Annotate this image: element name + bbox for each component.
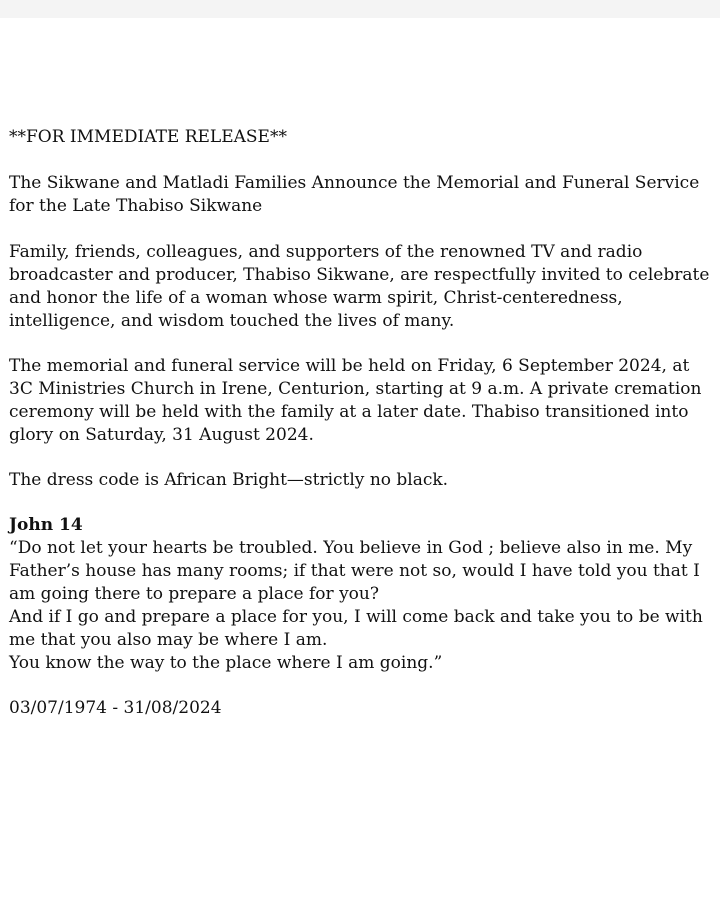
- scripture-line: And if I go and prepare a place for you, I will come back and take you to be with me that you also may be where I am.: [9, 607, 703, 650]
- life-dates: 03/07/1974 - 31/08/2024: [9, 698, 222, 718]
- scripture-title: John 14: [9, 515, 83, 535]
- scripture-block: [9, 514, 713, 675]
- service-details-paragraph: The memorial and funeral service will be held on Friday, 6 September 2024, at 3C Ministries Church in Irene, Centurion, starting at 9 a.m. A private cremation ceremony will be held with the family at a later date. Thabiso transitioned into glory on Saturday, 31 August 2024.: [9, 356, 702, 445]
- release-label: **FOR IMMEDIATE RELEASE**: [9, 127, 287, 147]
- invitation-paragraph: Family, friends, colleagues, and supporters of the renowned TV and radio broadcaster and producer, Thabiso Sikwane, are respectfully invited to celebrate and honor the life of a woman whose warm spirit, Christ-centeredness, intelligence, and wisdom touched the lives of many.: [9, 242, 710, 331]
- headline: The Sikwane and Matladi Families Announce the Memorial and Funeral Service for the Late Thabiso Sikwane: [9, 173, 700, 216]
- press-release-document: [9, 126, 713, 737]
- scripture-line: You know the way to the place where I am going.”: [9, 653, 443, 673]
- scripture-line: “Do not let your hearts be troubled. You believe in God ; believe also in me. My Father’s house has many rooms; if that were not so, would I have told you that I am going there to prepare a place for you?: [9, 538, 700, 604]
- top-border: [0, 0, 720, 18]
- dress-code: The dress code is African Bright—strictly no black.: [9, 470, 449, 490]
